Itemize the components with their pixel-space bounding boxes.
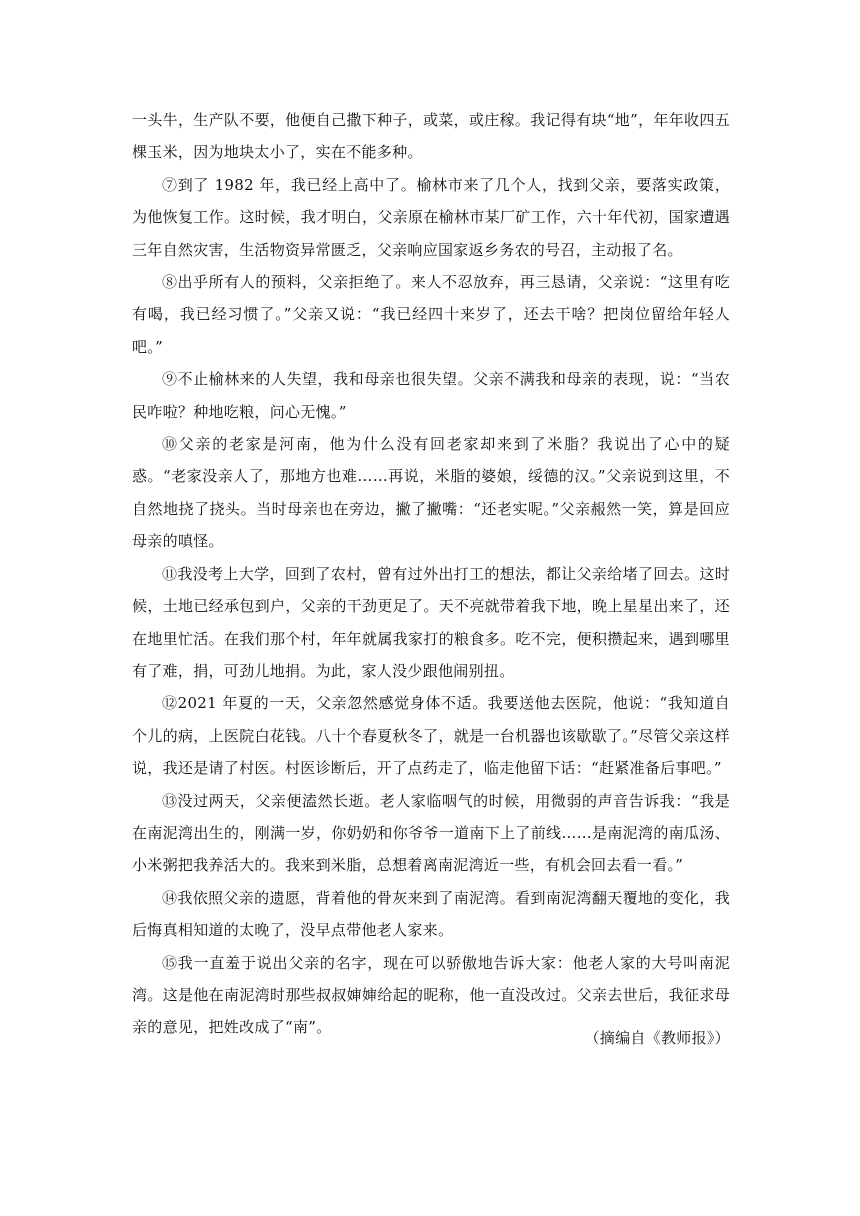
- paragraph-12: ⑫2021 年夏的一天，父亲忽然感觉身体不适。我要送他去医院，他说：“我知道自个儿的病，上医院白花钱。八十个春夏秋冬了，就是一台机器也该歇歇了。”尽管父亲这样说，我还是请了村医。村医诊断后，开了点药走了，临走他留下话：“赶紧准备后事吧。”: [132, 694, 730, 778]
- paragraph-11: ⑪我没考上大学，回到了农村，曾有过外出打工的想法，都让父亲给堵了回去。这时候，土地已经承包到户，父亲的干劲更足了。天不亮就带着我下地，晚上星星出来了，还在地里忙活。在我们那个村，年年就属我家打的粮食多。吃不完，便积攒起来，遇到哪里有了难，捐，可劲儿地捐。为此，家人没少跟他闹别扭。: [132, 564, 730, 680]
- paragraph-15: ⑮我一直羞于说出父亲的名字，现在可以骄傲地告诉大家：他老人家的大号叫南泥湾。这是他在南泥湾时那些叔叔婶婶给起的昵称，他一直没改过。父亲去世后，我征求母亲的意见，把姓改成了“南”。: [132, 953, 730, 1037]
- paragraph-10: ⑩父亲的老家是河南，他为什么没有回老家却来到了米脂？我说出了心中的疑惑。“老家没亲人了，那地方也难……再说，米脂的婆娘，绥德的汉。”父亲说到这里，不自然地挠了挠头。当时母亲也在旁边，撇了撇嘴：“还老实呢。”父亲赧然一笑，算是回应母亲的嗔怪。: [132, 435, 730, 551]
- paragraph-13: ⑬没过两天，父亲便溘然长逝。老人家临咽气的时候，用微弱的声音告诉我：“我是在南泥湾出生的，刚满一岁，你奶奶和你爷爷一道南下上了前线……是南泥湾的南瓜汤、小米粥把我养活大的。我来到米脂，总想着离南泥湾近一些，有机会回去看一看。”: [132, 791, 730, 875]
- paragraph-8: ⑧出乎所有人的预料，父亲拒绝了。来人不忍放弃，再三恳请，父亲说：“这里有吃有喝，我已经习惯了。”父亲又说：“我已经四十来岁了，还去干啥？把岗位留给年轻人吧。”: [132, 273, 730, 356]
- article-body: [132, 104, 730, 1044]
- paragraph-14: ⑭我依照父亲的遗愿，背着他的骨灰来到了南泥湾。看到南泥湾翻天覆地的变化，我后悔真相知道的太晚了，没早点带他老人家来。: [132, 888, 730, 940]
- source-citation: （摘编自《教师报》）: [584, 1029, 730, 1047]
- paragraph-7: ⑦到了 1982 年，我已经上高中了。榆林市来了几个人，找到父亲，要落实政策，为他恢复工作。这时候，我才明白，父亲原在榆林市某厂矿工作，六十年代初，国家遭遇三年自然灾害，生活物资异常匮乏，父亲响应国家返乡务农的号召，主动报了名。: [132, 175, 730, 259]
- paragraph-9: ⑨不止榆林来的人失望，我和母亲也很失望。父亲不满我和母亲的表现，说：“当农民咋啦？种地吃粮，问心无愧。”: [132, 370, 730, 421]
- paragraph-continuation: 一头牛，生产队不要，他便自己撒下种子，或菜，或庄稼。我记得有块“地”，年年收四五棵玉米，因为地块太小了，实在不能多种。: [132, 111, 730, 162]
